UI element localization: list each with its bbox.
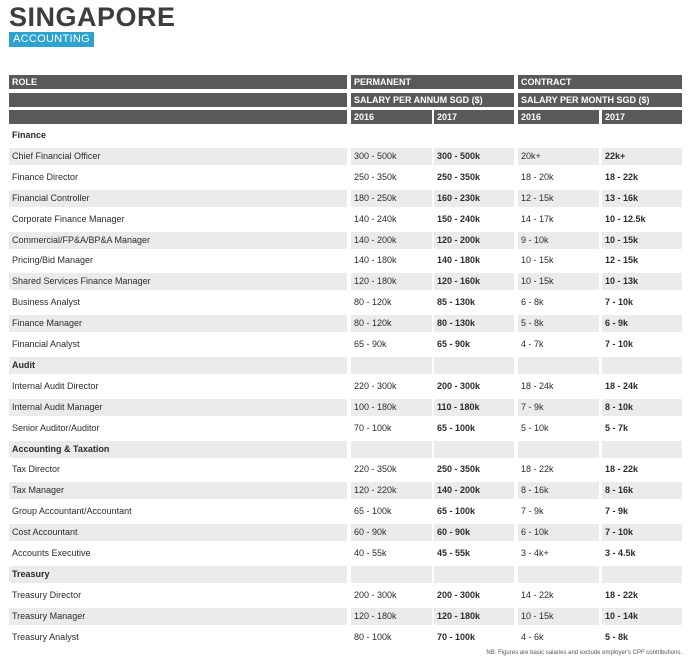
contract-2016-cell: 6 - 8k (518, 294, 599, 311)
permanent-2017-cell: 160 - 230k (434, 190, 514, 207)
permanent-2016-cell: 60 - 90k (351, 524, 432, 541)
contract-2017-cell: 18 - 24k (602, 378, 682, 395)
permanent-2017-cell: 110 - 180k (434, 399, 514, 416)
contract-2017-cell: 18 - 22k (602, 461, 682, 478)
footnote: NB: Figures are basic salaries and exclude employer's CPF contributions. (486, 650, 682, 656)
year-header: 2016 (351, 110, 432, 124)
permanent-2016-cell (351, 566, 432, 583)
permanent-2017-cell: 150 - 240k (434, 211, 514, 228)
role-cell: Chief Financial Officer (9, 148, 347, 165)
year-header: 2017 (602, 110, 682, 124)
permanent-2016-cell: 70 - 100k (351, 420, 432, 437)
contract-2016-cell: 12 - 15k (518, 190, 599, 207)
contract-2017-cell (602, 127, 682, 144)
section-label: Finance (9, 127, 347, 144)
permanent-2017-cell: 200 - 300k (434, 378, 514, 395)
contract-2017-cell: 10 - 12.5k (602, 211, 682, 228)
permanent-2016-cell (351, 127, 432, 144)
role-cell: Business Analyst (9, 294, 347, 311)
permanent-2017-cell: 65 - 90k (434, 336, 514, 353)
role-cell: Treasury Director (9, 587, 347, 604)
role-cell: Financial Controller (9, 190, 347, 207)
role-header-blank-2 (9, 110, 347, 124)
contract-2016-cell: 4 - 7k (518, 336, 599, 353)
permanent-2016-cell: 200 - 300k (351, 587, 432, 604)
permanent-2016-cell: 250 - 350k (351, 169, 432, 186)
permanent-2016-cell: 65 - 90k (351, 336, 432, 353)
contract-2016-cell: 10 - 15k (518, 252, 599, 269)
role-cell: Accounts Executive (9, 545, 347, 562)
section-label: Accounting & Taxation (9, 441, 347, 458)
permanent-2016-cell: 220 - 350k (351, 461, 432, 478)
permanent-2017-cell: 120 - 180k (434, 608, 514, 625)
role-cell: Shared Services Finance Manager (9, 273, 347, 290)
permanent-2017-cell: 250 - 350k (434, 461, 514, 478)
section-label: Treasury (9, 566, 347, 583)
permanent-2017-cell: 140 - 200k (434, 482, 514, 499)
contract-2017-cell: 5 - 8k (602, 629, 682, 646)
contract-2016-cell (518, 127, 599, 144)
role-cell: Internal Audit Manager (9, 399, 347, 416)
role-cell: Cost Accountant (9, 524, 347, 541)
contract-2016-cell: 9 - 10k (518, 232, 599, 249)
permanent-2017-cell: 85 - 130k (434, 294, 514, 311)
contract-2016-cell: 4 - 6k (518, 629, 599, 646)
role-cell: Internal Audit Director (9, 378, 347, 395)
contract-2017-cell: 18 - 22k (602, 587, 682, 604)
permanent-2016-cell: 140 - 200k (351, 232, 432, 249)
contract-2016-cell: 3 - 4k+ (518, 545, 599, 562)
permanent-2017-cell: 70 - 100k (434, 629, 514, 646)
permanent-2016-cell: 80 - 120k (351, 315, 432, 332)
role-cell: Tax Manager (9, 482, 347, 499)
contract-2016-cell: 18 - 20k (518, 169, 599, 186)
contract-2016-cell: 10 - 15k (518, 608, 599, 625)
permanent-2016-cell (351, 357, 432, 374)
role-cell: Corporate Finance Manager (9, 211, 347, 228)
contract-2017-cell: 6 - 9k (602, 315, 682, 332)
permanent-2016-cell: 100 - 180k (351, 399, 432, 416)
permanent-2017-cell: 45 - 55k (434, 545, 514, 562)
contract-2017-cell (602, 357, 682, 374)
permanent-2017-cell (434, 127, 514, 144)
contract-2017-cell: 18 - 22k (602, 169, 682, 186)
permanent-2017-cell: 140 - 180k (434, 252, 514, 269)
permanent-2016-cell: 140 - 240k (351, 211, 432, 228)
contract-2017-cell: 13 - 16k (602, 190, 682, 207)
permanent-2016-cell: 80 - 100k (351, 629, 432, 646)
contract-2017-cell: 3 - 4.5k (602, 545, 682, 562)
contract-2016-cell (518, 357, 599, 374)
year-header: 2017 (434, 110, 514, 124)
permanent-2017-cell: 60 - 90k (434, 524, 514, 541)
role-cell: Group Accountant/Accountant (9, 503, 347, 520)
permanent-2017-cell (434, 566, 514, 583)
contract-2017-cell: 10 - 13k (602, 273, 682, 290)
permanent-unit-header: SALARY PER ANNUM SGD ($) (351, 93, 514, 107)
contract-2016-cell: 14 - 22k (518, 587, 599, 604)
contract-2016-cell: 20k+ (518, 148, 599, 165)
permanent-2017-cell (434, 357, 514, 374)
permanent-2017-cell: 120 - 160k (434, 273, 514, 290)
contract-unit-header: SALARY PER MONTH SGD ($) (518, 93, 682, 107)
contract-2017-cell: 10 - 15k (602, 232, 682, 249)
contract-2016-cell (518, 441, 599, 458)
permanent-2017-cell: 80 - 130k (434, 315, 514, 332)
category-badge: ACCOUNTING (9, 32, 94, 47)
contract-2016-cell: 7 - 9k (518, 503, 599, 520)
contract-2017-cell: 8 - 16k (602, 482, 682, 499)
contract-2017-cell: 7 - 9k (602, 503, 682, 520)
contract-2016-cell: 18 - 24k (518, 378, 599, 395)
role-cell: Finance Director (9, 169, 347, 186)
role-cell: Financial Analyst (9, 336, 347, 353)
contract-2017-cell: 7 - 10k (602, 294, 682, 311)
contract-2017-cell: 10 - 14k (602, 608, 682, 625)
role-cell: Commercial/FP&A/BP&A Manager (9, 232, 347, 249)
contract-2017-cell: 12 - 15k (602, 252, 682, 269)
contract-2017-cell: 5 - 7k (602, 420, 682, 437)
contract-2017-cell (602, 441, 682, 458)
contract-header: CONTRACT (518, 75, 682, 89)
permanent-2016-cell: 120 - 220k (351, 482, 432, 499)
contract-2017-cell: 8 - 10k (602, 399, 682, 416)
permanent-header: PERMANENT (351, 75, 514, 89)
page-title: SINGAPORE (9, 2, 176, 32)
contract-2017-cell: 7 - 10k (602, 336, 682, 353)
role-cell: Finance Manager (9, 315, 347, 332)
permanent-2016-cell: 140 - 180k (351, 252, 432, 269)
contract-2016-cell (518, 566, 599, 583)
contract-2017-cell: 22k+ (602, 148, 682, 165)
section-label: Audit (9, 357, 347, 374)
contract-2016-cell: 7 - 9k (518, 399, 599, 416)
permanent-2017-cell: 120 - 200k (434, 232, 514, 249)
permanent-2017-cell: 65 - 100k (434, 503, 514, 520)
contract-2016-cell: 5 - 8k (518, 315, 599, 332)
role-cell: Tax Director (9, 461, 347, 478)
contract-2016-cell: 5 - 10k (518, 420, 599, 437)
contract-2017-cell (602, 566, 682, 583)
contract-2016-cell: 10 - 15k (518, 273, 599, 290)
permanent-2016-cell: 300 - 500k (351, 148, 432, 165)
contract-2017-cell: 7 - 10k (602, 524, 682, 541)
permanent-2017-cell: 300 - 500k (434, 148, 514, 165)
permanent-2016-cell (351, 441, 432, 458)
contract-2016-cell: 14 - 17k (518, 211, 599, 228)
permanent-2017-cell: 65 - 100k (434, 420, 514, 437)
role-cell: Treasury Manager (9, 608, 347, 625)
permanent-2016-cell: 40 - 55k (351, 545, 432, 562)
role-cell: Pricing/Bid Manager (9, 252, 347, 269)
permanent-2017-cell (434, 441, 514, 458)
permanent-2016-cell: 220 - 300k (351, 378, 432, 395)
permanent-2017-cell: 250 - 350k (434, 169, 514, 186)
permanent-2016-cell: 65 - 100k (351, 503, 432, 520)
permanent-2016-cell: 80 - 120k (351, 294, 432, 311)
role-header: ROLE (9, 75, 347, 89)
role-header-blank (9, 93, 347, 107)
permanent-2016-cell: 120 - 180k (351, 273, 432, 290)
contract-2016-cell: 6 - 10k (518, 524, 599, 541)
role-cell: Treasury Analyst (9, 629, 347, 646)
contract-2016-cell: 18 - 22k (518, 461, 599, 478)
permanent-2017-cell: 200 - 300k (434, 587, 514, 604)
role-cell: Senior Auditor/Auditor (9, 420, 347, 437)
permanent-2016-cell: 180 - 250k (351, 190, 432, 207)
year-header: 2016 (518, 110, 599, 124)
permanent-2016-cell: 120 - 180k (351, 608, 432, 625)
contract-2016-cell: 8 - 16k (518, 482, 599, 499)
